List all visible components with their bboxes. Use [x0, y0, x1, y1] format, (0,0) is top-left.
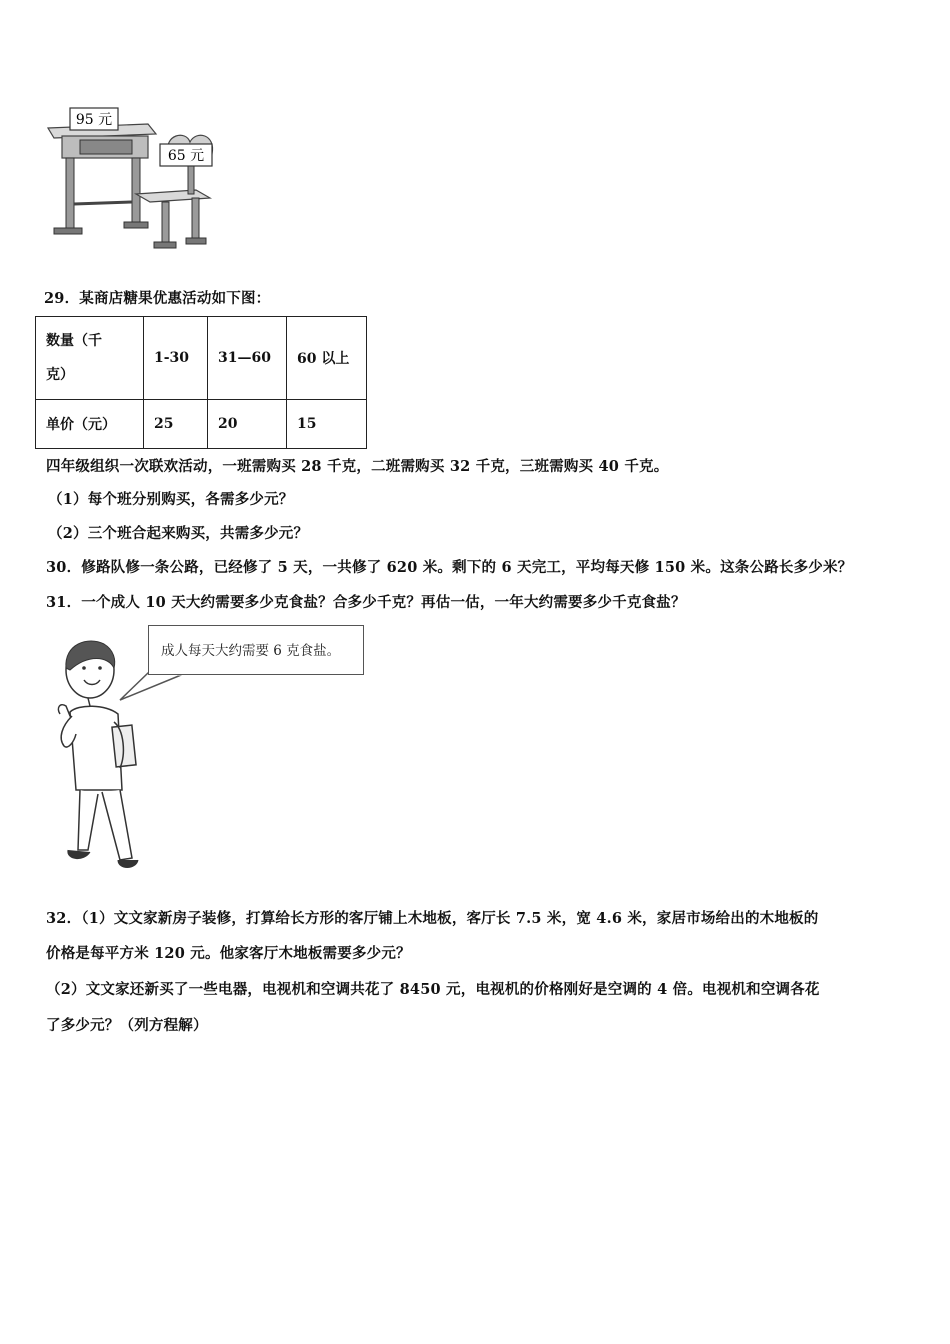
q30-text: 30．修路队修一条公路，已经修了 5 天，一共修了 620 米。剩下的 6 天完工，平均每天修 150 米。这条公路长多少米？	[46, 559, 853, 576]
chair-price-label: 65 元	[167, 148, 205, 164]
q31-text: 31．一个成人 10 天大约需要多少克食盐？合多少千克？再估一估，一年大约需要多少千克食盐？	[46, 594, 686, 611]
table-cell: 20	[208, 400, 287, 449]
q29-sub2: （2）三个班合起来购买，共需多少元？	[48, 525, 309, 542]
table-header-cell: 1-30	[144, 317, 208, 400]
q32-line2: 价格是每平方米 120 元。他家客厅木地板需要多少元？	[46, 945, 411, 962]
speech-bubble-tail	[118, 672, 190, 702]
table-header-cell	[36, 317, 144, 400]
table-cell: 25	[144, 400, 208, 449]
table-row	[36, 400, 367, 449]
table-header-cell: 60 以上	[287, 317, 367, 400]
desk-price-label: 95 元	[75, 112, 113, 128]
table-cell: 15	[287, 400, 367, 449]
q29-sub1: （1）每个班分别购买，各需多少元？	[48, 491, 294, 508]
desk-chair-illustration	[40, 104, 220, 260]
speech-bubble: 成人每天大约需要 6 克食盐。	[148, 625, 364, 675]
q29-body: 四年级组织一次联欢活动，一班需购买 28 千克，二班需购买 32 千克，三班需购买 40 千克。	[46, 458, 669, 475]
q32-line3: （2）文文家还新买了一些电器，电视机和空调共花了 8450 元，电视机的价格刚好是空调的 4 倍。电视机和空调各花	[46, 981, 820, 998]
q32-line1: 32．（1）文文家新房子装修，打算给长方形的客厅铺上木地板，客厅长 7.5 米，宽 4.6 米，家居市场给出的木地板的	[46, 910, 819, 927]
table-header-cell: 31—60	[208, 317, 287, 400]
table-cell: 单价（元）	[36, 400, 144, 449]
q29-title: 29．某商店糖果优惠活动如下图：	[44, 290, 271, 307]
header-quantity-line1: 数量（千	[46, 333, 102, 349]
price-table	[35, 316, 367, 449]
header-quantity-line2: 克）	[46, 367, 74, 383]
table-row	[36, 317, 367, 400]
q32-line4: 了多少元？（列方程解）	[46, 1017, 208, 1034]
